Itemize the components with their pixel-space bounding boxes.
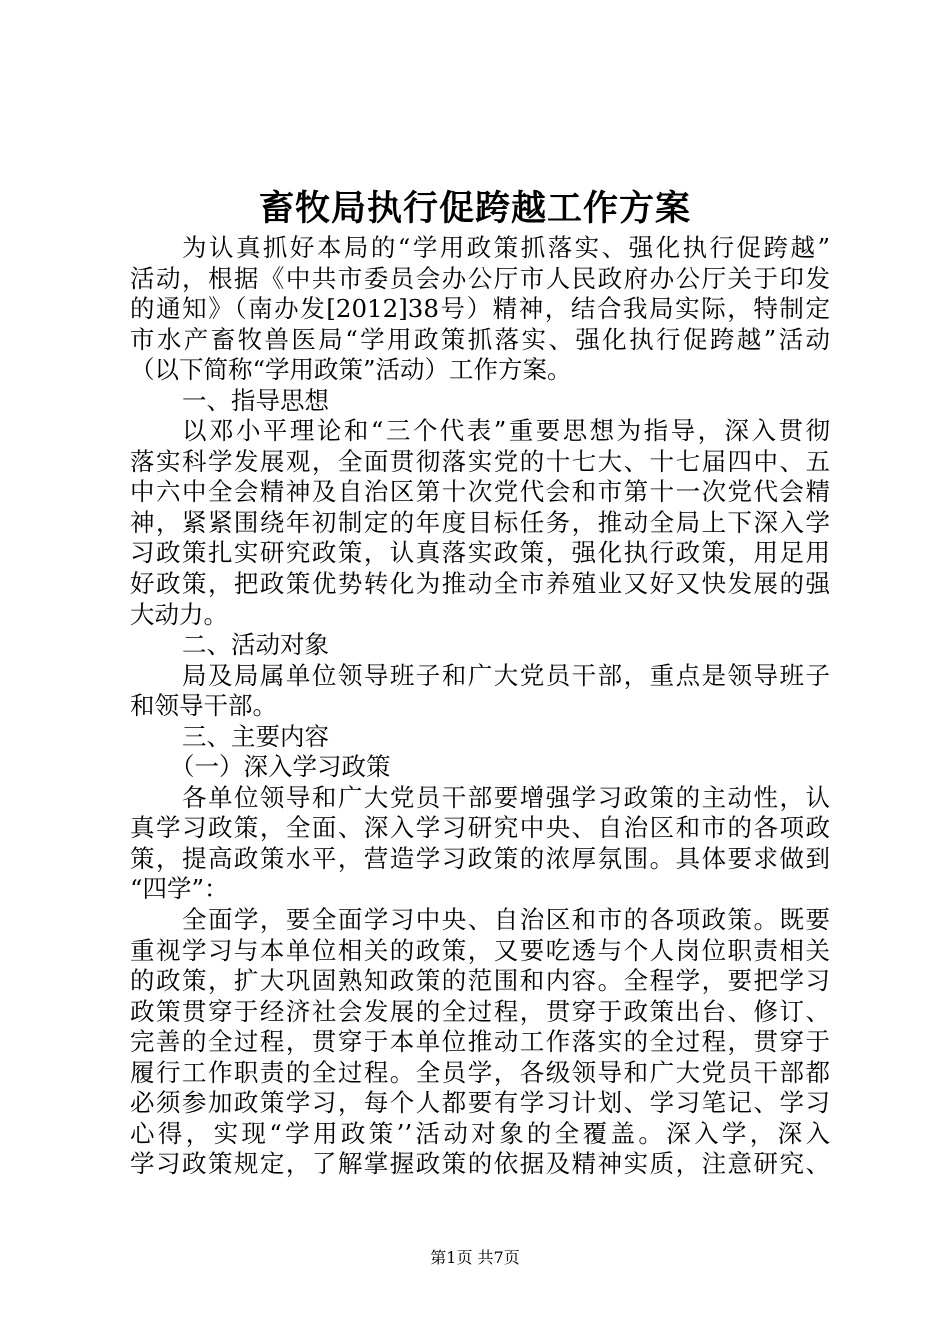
subsection-heading: （一）深入学习政策 bbox=[170, 752, 391, 782]
text-line: 真学习政策，全面、深入学习研究中央、自治区和市的各项政 bbox=[130, 813, 830, 843]
text-line: 中六中全会精神及自治区第十次党代会和市第十一次党代会精 bbox=[130, 477, 830, 507]
text-line: 以邓小平理论和“三个代表”重要思想为指导，深入贯彻 bbox=[182, 416, 830, 446]
text-line: 履行工作职责的全过程。全员学，各级领导和广大党员干部都 bbox=[130, 1057, 830, 1087]
text-line: 局及局属单位领导班子和广大党员干部，重点是领导班子 bbox=[182, 660, 830, 690]
text-line: 的通知》（南办发[2012]38号）精神，结合我局实际，特制定 bbox=[130, 294, 830, 324]
section-heading: 三、主要内容 bbox=[182, 721, 329, 751]
text-line: 和领导干部。 bbox=[130, 691, 277, 721]
text-line: 各单位领导和广大党员干部要增强学习政策的主动性，认 bbox=[182, 782, 830, 812]
text-line: 策，提高政策水平，营造学习政策的浓厚氛围。具体要求做到 bbox=[130, 843, 830, 873]
text-line: 重视学习与本单位相关的政策，又要吃透与个人岗位职责相关 bbox=[130, 935, 830, 965]
text-line: 政策贯穿于经济社会发展的全过程，贯穿于政策出台、修订、 bbox=[130, 996, 830, 1026]
text-line: 好政策，把政策优势转化为推动全市养殖业又好又快发展的强 bbox=[130, 569, 830, 599]
text-line: 为认真抓好本局的“学用政策抓落实、强化执行促跨越” bbox=[182, 233, 830, 262]
text-line: 落实科学发展观，全面贯彻落实党的十七大、十七届四中、五 bbox=[130, 446, 830, 476]
text-line: 的政策，扩大巩固熟知政策的范围和内容。全程学，要把学习 bbox=[130, 966, 830, 996]
section-heading: 二、活动对象 bbox=[182, 630, 329, 660]
text-line: 必须参加政策学习，每个人都要有学习计划、学习笔记、学习 bbox=[130, 1088, 830, 1118]
text-line: （以下简称“学用政策”活动）工作方案。 bbox=[130, 355, 572, 385]
document-body bbox=[130, 233, 830, 1180]
text-line: 活动，根据《中共市委员会办公厅市人民政府办公厅关于印发 bbox=[130, 263, 830, 293]
text-line: 全面学，要全面学习中央、自治区和市的各项政策。既要 bbox=[182, 905, 830, 935]
text-line: 心得，实现“学用政策’’活动对象的全覆盖。深入学，深入 bbox=[130, 1118, 830, 1148]
document-title: 畜牧局执行促跨越工作方案 bbox=[258, 188, 691, 229]
page-footer: 第1页 共7页 bbox=[430, 1248, 520, 1267]
text-line: 大动力。 bbox=[130, 599, 228, 629]
text-line: 市水产畜牧兽医局“学用政策抓落实、强化执行促跨越”活动 bbox=[130, 324, 830, 354]
text-line: 完善的全过程，贯穿于本单位推动工作落实的全过程，贯穿于 bbox=[130, 1027, 830, 1057]
text-line: 神，紧紧围绕年初制定的年度目标任务，推动全局上下深入学 bbox=[130, 507, 830, 537]
text-line: 习政策扎实研究政策，认真落实政策，强化执行政策，用足用 bbox=[130, 538, 830, 568]
text-line: 学习政策规定，了解掌握政策的依据及精神实质，注意研究、 bbox=[130, 1149, 830, 1179]
text-line: “四学”： bbox=[130, 874, 229, 904]
section-heading: 一、指导思想 bbox=[182, 385, 329, 415]
